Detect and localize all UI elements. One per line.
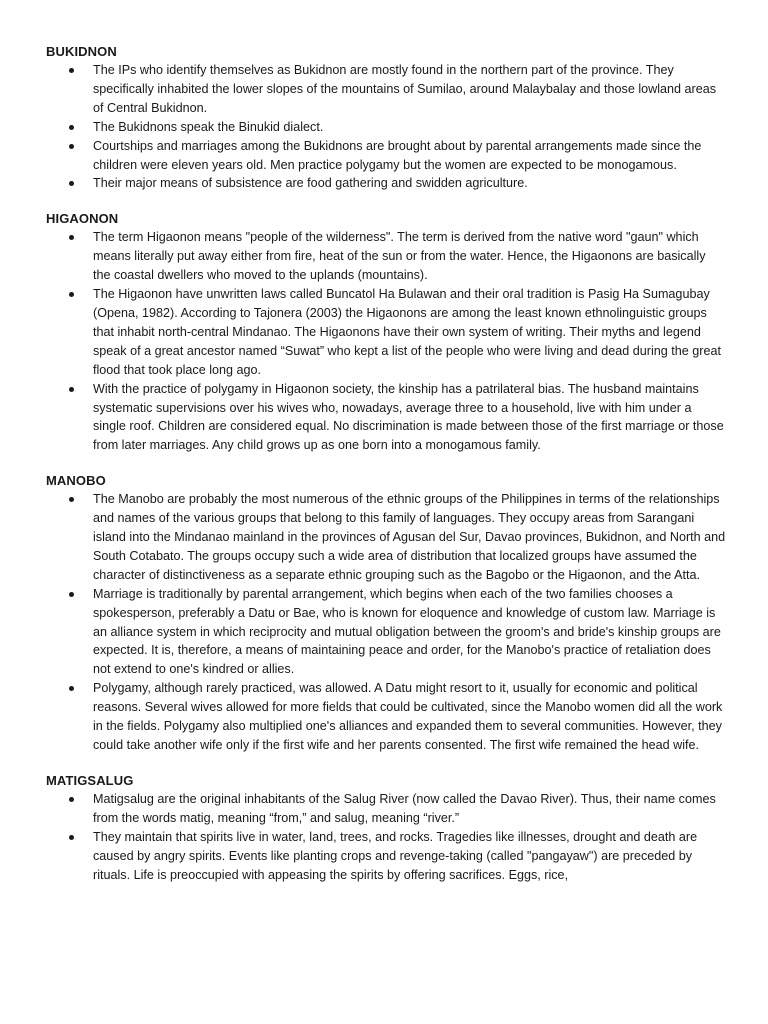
section-higaonon [46, 209, 726, 455]
list-item [46, 828, 726, 885]
bullet-list [46, 490, 726, 755]
section-heading: MANOBO [46, 473, 106, 489]
list-item-text: The term Higaonon means "people of the wilderness". The term is derived from the native word "gaun" which means literally put away either from fire, heat of the sun or from the water. Hence, the Higaonons are basically the coastal dwellers who moved to the uplands (mountains). [93, 230, 706, 283]
list-item-text: The IPs who identify themselves as Bukidnon are mostly found in the northern part of the province. They specifically inhabited the lower slopes of the mountains of Sumilao, around Malaybalay and those lowland areas of Central Bukidnon. [93, 63, 717, 115]
document-page [46, 42, 726, 900]
section-heading: MATIGSALUG [46, 772, 134, 788]
section-heading: HIGAONON [46, 211, 119, 227]
section-bukidnon [46, 42, 726, 193]
bullet-list [46, 228, 726, 455]
list-item [46, 380, 726, 456]
bullet-list [46, 61, 726, 193]
bullet-list [46, 790, 726, 885]
bullet-icon [69, 686, 74, 691]
list-item-text: They maintain that spirits live in water, land, trees, and rocks. Tragedies like illnesses, drought and death are caused by angry spirits. Events like planting crops and revenge-taking (called "pangayaw") are preceded by rituals. Life is preoccupied with appeasing the spirits by offering sacrifices. Eggs, rice, [93, 829, 698, 882]
section-matigsalug [46, 771, 726, 885]
list-item-text: Courtships and marriages among the Bukidnons are brought about by parental arrangements made since the children were eleven years old. Men practice polygamy but the women are expected to be monogamous. [93, 138, 702, 172]
section-manobo [46, 471, 726, 755]
list-item-text: Their major means of subsistence are food gathering and swidden agriculture. [93, 176, 528, 191]
list-item [46, 679, 726, 755]
bullet-icon [69, 68, 74, 73]
bullet-icon [69, 144, 74, 149]
bullet-icon [69, 592, 74, 597]
section-heading: BUKIDNON [46, 44, 117, 59]
bullet-icon [69, 497, 74, 502]
list-item-text: The Bukidnons speak the Binukid dialect. [93, 119, 324, 134]
list-item [46, 585, 726, 680]
list-item [46, 285, 726, 380]
list-item [46, 118, 726, 137]
bullet-icon [69, 797, 74, 802]
list-item [46, 61, 726, 118]
bullet-icon [69, 235, 74, 240]
list-item [46, 228, 726, 285]
bullet-icon [69, 292, 74, 297]
list-item [46, 174, 726, 193]
list-item [46, 137, 726, 175]
list-item-text: Marriage is traditionally by parental arrangement, which begins when each of the two families chooses a spokesperson, preferably a Datu or Bae, who is known for eloquence and knowledge of custom law. Marriage is an alliance system in which reciprocity and mutual obligation between the groom's and bride's kinship groups are expected. It is, therefore, a means of maintaining peace and order, for the Manobo's practice of retaliation does not extend to one's kindred or allies. [93, 586, 721, 677]
bullet-icon [69, 125, 74, 130]
list-item [46, 790, 726, 828]
list-item-text: Matigsalug are the original inhabitants of the Salug River (now called the Davao River). Thus, their name comes from the words matig, meaning “from,” and salug, meaning “river.” [93, 791, 716, 825]
list-item [46, 490, 726, 585]
bullet-icon [69, 387, 74, 392]
list-item-text: The Manobo are probably the most numerous of the ethnic groups of the Philippines in terms of the relationships and names of the various groups that belong to this family of languages. They occupy areas from Sarangani island into the Mindanao mainland in the provinces of Agusan del Sur, Davao provinces, Bukidnon, and North and South Cotabato. The groups occupy such a wide area of distribution that localized groups have assumed the character of distinctiveness as a separate ethnic grouping such as the Bagobo or the Higaonon, and the Atta. [93, 492, 726, 582]
list-item-text: The Higaonon have unwritten laws called Buncatol Ha Bulawan and their oral tradition is Pasig Ha Sumagubay (Opena, 1982). According to Tajonera (2003) the Higaonons are among the least known ethnolinguistic groups that inhabit north-central Mindanao. The Higaonons have their own system of writing. Their myths and legend speak of a great ancestor named “Suwat” who kept a list of the people who were living and dead during the great flood that took place long ago. [93, 287, 721, 377]
list-item-text: Polygamy, although rarely practiced, was allowed. A Datu might resort to it, usually for economic and political reasons. Several wives allowed for more fields that could be cultivated, since the Manobo women did all the work in the fields. Polygamy also multiplied one's alliances and expanded them to several communities. However, they could take another wife only if the first wife and her parents consented. The first wife remained the head wife. [93, 681, 723, 752]
bullet-icon [69, 181, 74, 186]
bullet-icon [69, 835, 74, 840]
list-item-text: With the practice of polygamy in Higaonon society, the kinship has a patrilateral bias. The husband maintains systematic supervisions over his wives who, nowadays, average three to a household, live with him under a single roof. Children are considered equal. No discrimination is made between those of the first marriage or those from later marriages. Any child grows up as one born into a monogamous family. [93, 381, 724, 453]
